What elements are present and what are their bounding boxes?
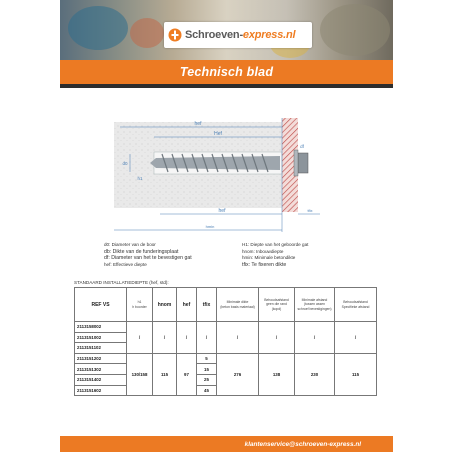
ref-cell: 2113151102 — [75, 343, 127, 354]
label-df: df — [300, 144, 304, 149]
col-smin-sub2: schroef bevestigingen) — [297, 306, 332, 311]
legend-item: df: Diameter van het te bevestigen gat — [104, 255, 192, 262]
col-extra-sub: Specifieke afstand — [341, 304, 370, 309]
label-hef-top: hef — [194, 121, 202, 127]
photo-toolbox-shape — [68, 6, 128, 50]
col-h1-label: h1 — [137, 300, 142, 305]
legend-item: hmin: Minimale betondikte — [242, 255, 296, 261]
brand-name-accent: express.nl — [242, 29, 296, 41]
screw-head — [298, 153, 308, 173]
ref-cell: 2113158002 — [75, 322, 127, 333]
ref-cell: 2113151302 — [75, 364, 127, 375]
col-cmin-sub2: (kopd) — [271, 306, 282, 311]
col-hef: hef — [177, 288, 197, 322]
legend-item: H1: Diepte van het geboorde gat — [242, 242, 309, 247]
value-cell: / — [127, 322, 153, 354]
value-cell: 230 — [295, 353, 335, 395]
legend-right — [242, 242, 354, 268]
col-hmin-label: Minimale dikte — [226, 300, 249, 305]
washer — [294, 150, 298, 176]
ref-cell: 2113151202 — [75, 353, 127, 364]
legend-left — [104, 242, 242, 268]
title-band — [60, 60, 393, 88]
footer-band — [60, 436, 393, 452]
value-cell: / — [197, 322, 217, 354]
label-h1: h1 — [137, 176, 143, 181]
label-hef-inner: Hef — [214, 131, 222, 137]
ref-cell: 2113151002 — [75, 332, 127, 343]
value-cell: 130/158 — [127, 353, 153, 395]
brand-name-main: Schroeven- — [185, 29, 243, 41]
col-cmin-label: Behoudsafstand — [264, 298, 289, 303]
brand-logo[interactable] — [164, 22, 312, 48]
anchor-diagram — [110, 112, 335, 237]
legend-item: db: Dikte van de funderingsplaat — [104, 248, 179, 255]
col-hmin — [217, 288, 259, 322]
ref-cell: 2113151602 — [75, 385, 127, 396]
col-cmin — [259, 288, 295, 322]
value-cell: / — [335, 322, 377, 354]
page-title: Technisch blad — [179, 65, 274, 79]
col-cmin-sub: geen die rand — [266, 302, 287, 307]
value-cell: / — [295, 322, 335, 354]
legend-item: tfix: Te fixeren dikte — [242, 261, 287, 268]
label-hmin: hmin — [205, 224, 215, 229]
label-tfix: tfix — [307, 208, 313, 213]
legend-item: d0: Diameter van de boor — [104, 242, 156, 247]
value-cell: 97 — [177, 353, 197, 395]
photo-hand-shape — [130, 18, 164, 48]
screw-logo-icon — [168, 28, 182, 42]
value-cell: / — [177, 322, 197, 354]
tfix-cell: 5 — [197, 353, 217, 364]
standard-installation-title: STANDAARD INSTALLATIEDIEPTE (hef, std): — [74, 280, 169, 285]
col-smin — [295, 288, 335, 322]
table-header-row — [75, 288, 377, 322]
label-d0: d0 — [122, 161, 128, 166]
table-row — [75, 353, 377, 364]
label-hef-bottom: hef — [218, 208, 226, 214]
col-smin-label: Minimale afstand — [301, 298, 328, 303]
tfix-cell: 25 — [197, 374, 217, 385]
value-cell: 138 — [259, 353, 295, 395]
legend-item: hnom: Inbouwdiepte — [242, 248, 284, 254]
col-h1-sub: h boorder — [132, 304, 147, 309]
value-cell: 115 — [335, 353, 377, 395]
col-hmin-sub: (beton basis materiaal) — [220, 304, 255, 309]
value-cell: / — [153, 322, 177, 354]
tfix-cell: 15 — [197, 364, 217, 375]
col-extra-label: Behoudsafstand — [343, 300, 368, 305]
table-row — [75, 322, 377, 333]
col-hnom: hnom — [153, 288, 177, 322]
value-cell: / — [259, 322, 295, 354]
brand-name — [185, 29, 295, 41]
ref-cell: 2113151402 — [75, 374, 127, 385]
customer-service-email[interactable]: klantenservice@schroeven-express.nl — [244, 440, 361, 448]
header-photo — [60, 0, 393, 60]
col-extra — [335, 288, 377, 322]
tfix-cell: 45 — [197, 385, 217, 396]
value-cell: 276 — [217, 353, 259, 395]
value-cell: / — [217, 322, 259, 354]
photo-screws-shape — [320, 4, 390, 56]
col-ref: REF VS — [75, 288, 127, 322]
value-cell: 115 — [153, 353, 177, 395]
col-h1 — [127, 288, 153, 322]
col-smin-sub: (tussen assen — [303, 302, 326, 307]
legend-item: hef: Effectieve diepte — [104, 261, 147, 267]
col-tfix: tfix — [197, 288, 217, 322]
spec-table — [74, 287, 377, 396]
